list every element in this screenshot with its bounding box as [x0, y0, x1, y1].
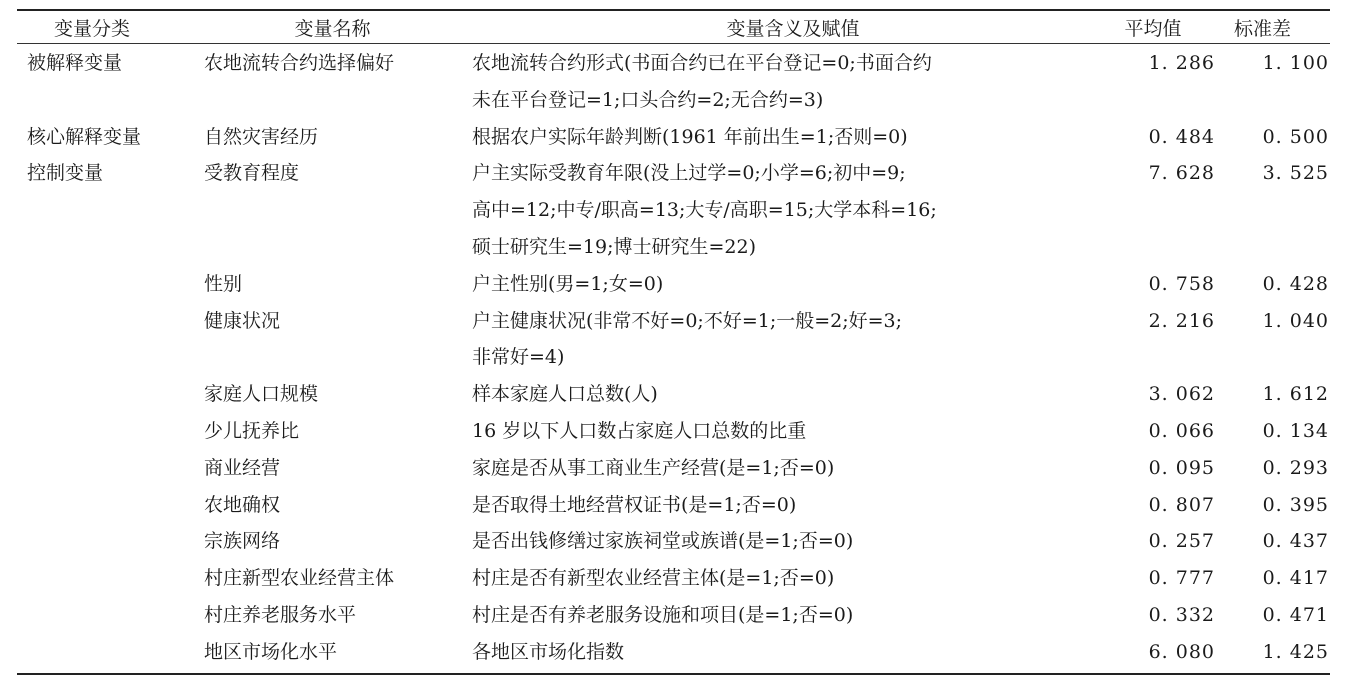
table-row: [17, 597, 1330, 634]
cell-name: 农地确权: [204, 493, 281, 516]
cell-meaning: [468, 155, 1115, 265]
meaning-line: 户主健康状况(非常不好=0;不好=1;一般=2;好=3;: [472, 309, 903, 332]
cell-category: 控制变量: [27, 162, 104, 185]
meaning-line: 高中=12;中专/职高=13;大专/高职=15;大学本科=16;: [472, 199, 937, 222]
cell-name: 受教育程度: [204, 162, 300, 185]
cell-mean: 0. 777: [1148, 567, 1215, 590]
cell-name: 健康状况: [204, 309, 281, 332]
cell-sd: 0. 428: [1262, 272, 1329, 295]
cell-meaning: [468, 119, 1115, 156]
cell-meaning: [468, 376, 1115, 413]
header-mean: 平均值: [1124, 17, 1182, 40]
cell-sd: 0. 500: [1262, 125, 1329, 148]
table-row: [17, 450, 1330, 487]
meaning-line: 根据农户实际年龄判断(1961 年前出生=1;否则=0): [472, 125, 908, 148]
meaning-line: 样本家庭人口总数(人): [472, 383, 658, 406]
table-row: [17, 634, 1330, 671]
table-row: [17, 523, 1330, 560]
cell-category: [17, 450, 197, 487]
table-row: [17, 487, 1330, 524]
cell-sd: 3. 525: [1262, 162, 1329, 185]
cell-name: 村庄养老服务水平: [204, 603, 357, 626]
cell-mean: 2. 216: [1148, 309, 1215, 332]
cell-sd: 0. 417: [1262, 567, 1329, 590]
cell-name: 家庭人口规模: [204, 383, 319, 406]
cell-sd: 0. 134: [1262, 419, 1329, 442]
table-row: [17, 155, 1330, 265]
cell-name: 村庄新型农业经营主体: [204, 567, 395, 590]
table-row: [17, 266, 1330, 303]
cell-category: [17, 303, 197, 340]
cell-meaning: [468, 450, 1115, 487]
cell-mean: 0. 484: [1148, 125, 1215, 148]
cell-category: 被解释变量: [27, 52, 123, 74]
cell-category: [17, 634, 197, 671]
cell-category: [17, 523, 197, 560]
cell-meaning: [468, 523, 1115, 560]
cell-name: 地区市场化水平: [204, 640, 338, 663]
table-row: [17, 560, 1330, 597]
variable-table: [17, 9, 1330, 675]
cell-name: 宗族网络: [204, 530, 281, 553]
meaning-line: 16 岁以下人口数占家庭人口总数的比重: [472, 419, 807, 442]
meaning-line: 各地区市场化指数: [472, 640, 625, 663]
header-name: 变量名称: [294, 17, 371, 40]
table-row: [17, 413, 1330, 450]
cell-category: [17, 560, 197, 597]
cell-mean: 3. 062: [1148, 383, 1215, 406]
cell-meaning: [468, 413, 1115, 450]
cell-sd: 1. 612: [1262, 383, 1329, 406]
cell-mean: 0. 066: [1148, 419, 1215, 442]
meaning-line: 户主实际受教育年限(没上过学=0;小学=6;初中=9;: [472, 162, 906, 185]
cell-category: [17, 413, 197, 450]
cell-category: [17, 597, 197, 634]
cell-name: 商业经营: [204, 456, 281, 479]
header-meaning: 变量含义及赋值: [726, 17, 860, 40]
table-row: [17, 45, 1330, 119]
cell-name: 自然灾害经历: [204, 125, 319, 148]
header-category: 变量分类: [53, 17, 130, 40]
cell-mean: 0. 257: [1148, 530, 1215, 553]
meaning-line: 是否取得土地经营权证书(是=1;否=0): [472, 493, 797, 516]
cell-mean: 6. 080: [1148, 640, 1215, 663]
cell-sd: 1. 100: [1262, 52, 1329, 74]
meaning-line: 未在平台登记=1;口头合约=2;无合约=3): [472, 88, 824, 111]
meaning-line: 村庄是否有养老服务设施和项目(是=1;否=0): [472, 603, 854, 626]
meaning-line: 家庭是否从事工商业生产经营(是=1;否=0): [472, 456, 835, 479]
table-row: [17, 119, 1330, 156]
meaning-line: 硕士研究生=19;博士研究生=22): [472, 235, 757, 258]
table-row: [17, 303, 1330, 377]
cell-meaning: [468, 487, 1115, 524]
table-body: [17, 44, 1330, 673]
cell-sd: 0. 395: [1262, 493, 1329, 516]
cell-meaning: [468, 303, 1115, 377]
cell-mean: 0. 758: [1148, 272, 1215, 295]
cell-meaning: [468, 634, 1115, 671]
cell-meaning: [468, 560, 1115, 597]
cell-name: 农地流转合约选择偏好: [204, 52, 395, 74]
cell-meaning: [468, 597, 1115, 634]
cell-sd: 0. 293: [1262, 456, 1329, 479]
table-row: [17, 376, 1330, 413]
cell-sd: 0. 437: [1262, 530, 1329, 553]
cell-meaning: [468, 45, 1115, 119]
cell-category: [17, 266, 197, 303]
cell-mean: 7. 628: [1148, 162, 1215, 185]
table-header: [17, 11, 1330, 43]
meaning-line: 村庄是否有新型农业经营主体(是=1;否=0): [472, 567, 835, 590]
cell-category: 核心解释变量: [27, 125, 142, 148]
bottom-rule: [17, 673, 1330, 675]
cell-mean: 0. 332: [1148, 603, 1215, 626]
cell-name: 少儿抚养比: [204, 419, 300, 442]
cell-category: [17, 487, 197, 524]
meaning-line: 户主性别(男=1;女=0): [472, 272, 664, 295]
cell-name: 性别: [204, 272, 243, 295]
cell-sd: 1. 040: [1262, 309, 1329, 332]
cell-sd: 0. 471: [1262, 603, 1329, 626]
cell-mean: 1. 286: [1148, 52, 1215, 74]
meaning-line: 非常好=4): [472, 346, 565, 369]
cell-mean: 0. 095: [1148, 456, 1215, 479]
header-sd: 标准差: [1233, 17, 1291, 40]
cell-sd: 1. 425: [1262, 640, 1329, 663]
cell-category: [17, 376, 197, 413]
cell-mean: 0. 807: [1148, 493, 1215, 516]
cell-meaning: [468, 266, 1115, 303]
meaning-line: 农地流转合约形式(书面合约已在平台登记=0;书面合约: [472, 52, 932, 74]
meaning-line: 是否出钱修缮过家族祠堂或族谱(是=1;否=0): [472, 530, 854, 553]
